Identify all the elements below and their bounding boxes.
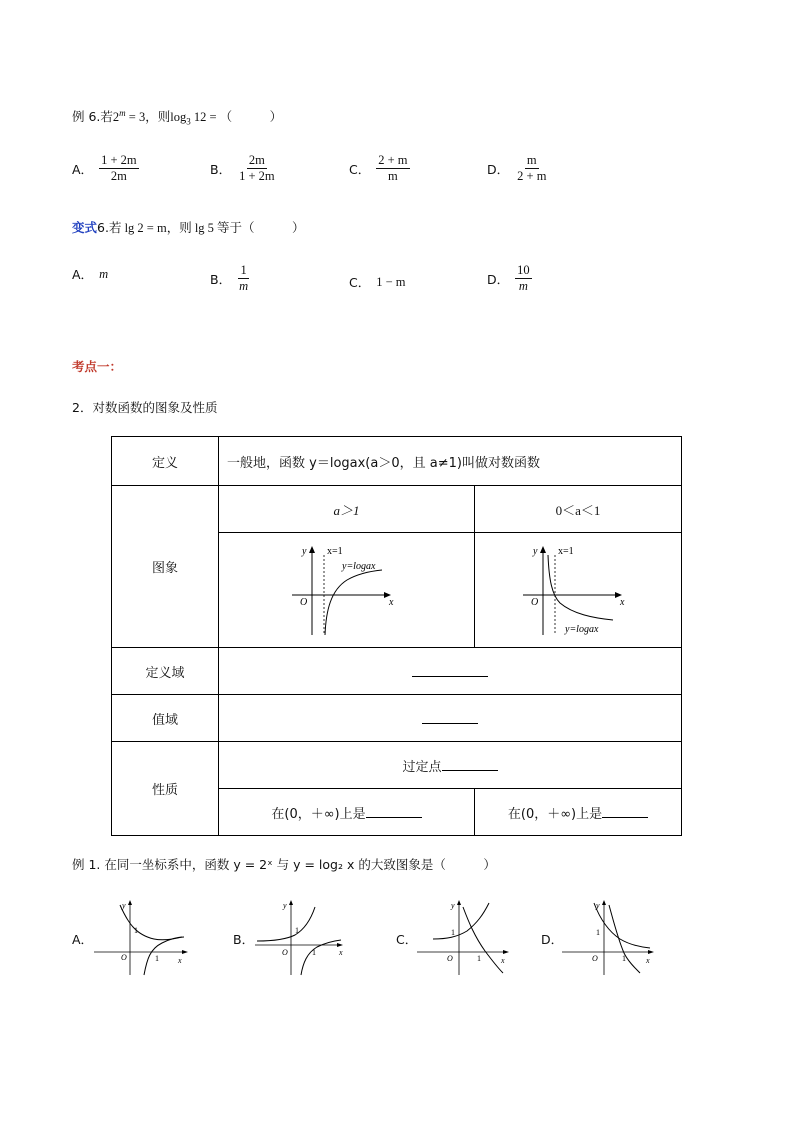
variant6-option-b[interactable]: B． $\frac{1}{m}$ [210, 263, 249, 293]
fraction: $\frac{2m}{1 + 2m}$ [239, 153, 275, 183]
cell-domain-answer[interactable] [219, 648, 682, 695]
example1-option-c-letter[interactable]: C． [396, 932, 418, 947]
svg-text:x: x [339, 948, 343, 957]
cell-mono-left: 在(0，＋∞)上是 [219, 789, 475, 836]
variant6-option-d[interactable]: D． $\frac{10}{m}$ [487, 263, 530, 293]
y-label: y [301, 546, 306, 557]
svg-text:1: 1 [622, 954, 626, 963]
answer-blank[interactable] [412, 662, 488, 677]
example1-graph-d[interactable] [560, 897, 660, 977]
svg-text:y: y [283, 901, 287, 910]
y-arrow [540, 546, 546, 553]
origin-label: O [299, 597, 307, 608]
log-function-table [111, 436, 682, 836]
example1-option-a-letter[interactable]: A． [72, 932, 94, 947]
svg-text:1: 1 [596, 928, 600, 937]
asymptote-label: x=1 [326, 546, 343, 557]
example6-option-c[interactable]: C． $\frac{2 + m}{m}$ [349, 153, 408, 183]
asymptote-label: x=1 [558, 546, 574, 557]
kaodian-heading: 考点一： [72, 359, 123, 374]
cell-def-label: 定义 [112, 437, 219, 486]
example6-option-b[interactable]: B． $\frac{2m}{1 + 2m}$ [210, 153, 275, 183]
cell-range-answer[interactable] [219, 695, 682, 742]
svg-text:x: x [501, 956, 505, 965]
fraction: $\frac{m}{2 + m}$ [517, 153, 547, 183]
svg-text:x: x [646, 956, 650, 965]
variant-label: 变式 [72, 220, 98, 235]
example6-option-d[interactable]: D． $\frac{m}{2 + m}$ [487, 153, 547, 183]
y-arrow [309, 546, 315, 553]
y-label: y [533, 546, 538, 557]
variant6-option-c[interactable]: C． 1 − m [349, 274, 406, 290]
svg-text:x: x [178, 956, 182, 965]
example6-base: 2 [112, 110, 120, 124]
answer-blank[interactable] [442, 756, 498, 771]
example1-graph-b[interactable] [253, 897, 353, 977]
cell-def-text: 一般地，函数 y＝logax(a＞0，且 a≠1)叫做对数函数 [219, 437, 682, 486]
log-curve [548, 555, 613, 620]
cell-col-a-gt1: a＞1 [219, 486, 475, 533]
svg-text:1: 1 [295, 926, 299, 935]
cell-col-a-lt1: 0＜a＜1 [475, 486, 682, 533]
svg-text:1: 1 [312, 948, 316, 957]
x-label: x [388, 597, 393, 608]
log-graph-decreasing [518, 540, 638, 640]
origin-label: O [531, 597, 539, 608]
example6-option-a[interactable]: A． $\frac{1 + 2m}{2m}$ [72, 153, 137, 183]
svg-text:O: O [592, 954, 598, 963]
answer-blank[interactable] [422, 709, 478, 724]
log-graph-increasing [287, 540, 407, 640]
svg-text:y: y [122, 901, 126, 910]
fraction: $\frac{1 + 2m}{2m}$ [101, 153, 137, 183]
cell-domain-label: 定义域 [112, 648, 219, 695]
curve-label: y=logax [565, 624, 599, 635]
svg-text:O: O [447, 954, 453, 963]
example6-stem: 例 6.若$2^m = 3$，则$\log_3 12$ = （ ） [72, 107, 283, 127]
cell-fixed-point: 过定点 [219, 742, 682, 789]
svg-text:1: 1 [134, 926, 138, 935]
example1-option-d-letter[interactable]: D． [541, 932, 564, 947]
variant6-stem: 变式6.若 lg 2 = m，则 lg 5 等于（ ） [72, 220, 305, 235]
cell-graph-a-lt1 [475, 533, 682, 648]
x-label: x [620, 597, 625, 608]
svg-text:1: 1 [155, 954, 159, 963]
section-title: 2．对数函数的图象及性质 [72, 400, 218, 415]
cell-mono-right: 在(0，＋∞)上是 [475, 789, 682, 836]
answer-blank[interactable] [366, 803, 422, 818]
cell-graph-label: 图象 [112, 486, 219, 648]
svg-text:y: y [451, 901, 455, 910]
example1-stem: 例 1. 在同一坐标系中，函数 y = 2ˣ 与 y = log₂ x 的大致图象是（ ） [72, 857, 496, 872]
svg-text:1: 1 [451, 928, 455, 937]
example1-option-b-letter[interactable]: B． [233, 932, 255, 947]
svg-text:y: y [596, 901, 600, 910]
curve-label: y=logax [341, 561, 375, 572]
example1-graph-a[interactable] [92, 897, 192, 977]
cell-range-label: 值域 [112, 695, 219, 742]
fraction: $\frac{1}{m}$ [239, 263, 249, 293]
fraction: $\frac{10}{m}$ [517, 263, 530, 293]
svg-text:O: O [282, 948, 288, 957]
answer-blank[interactable] [602, 803, 648, 818]
log-curve [325, 570, 382, 635]
example6-label: 例 6. [72, 109, 101, 124]
fraction: $\frac{2 + m}{m}$ [378, 153, 408, 183]
variant6-option-a[interactable]: A． m [72, 266, 109, 282]
cell-graph-a-gt1 [219, 533, 475, 648]
example1-graph-c[interactable] [415, 897, 515, 977]
svg-text:1: 1 [477, 954, 481, 963]
svg-text:O: O [121, 953, 127, 962]
cell-props-label: 性质 [112, 742, 219, 836]
